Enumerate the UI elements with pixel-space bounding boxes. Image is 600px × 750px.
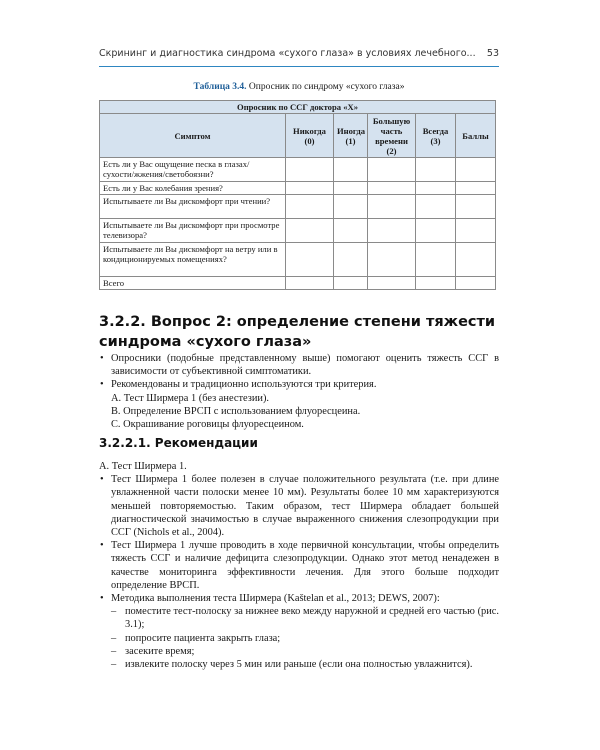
table-row-total [100,277,496,290]
running-title: Скрининг и диагностика синдрома «сухого глаза» в условиях лечебного... [99,48,476,59]
list-item: • Опросники (подобные представленному выше) помогают оценить тяжесть ССГ в зависимости от субъективной симптоматики. [100,353,499,378]
dash-item: – извлеките полоску через 5 мин или раньше (если она полностью увлажнится). [111,659,473,671]
criterion-b: B. Определение ВРСП с использованием флуоресцеина. [111,405,361,417]
criterion-a: A. Тест Ширмера 1 (без анестезии). [111,392,270,404]
row-symptom: Испытываете ли Вы дискомфорт на ветру или в кондиционируемых помещениях? [100,243,286,277]
list-item: • Рекомендованы и традиционно используются три критерия. [100,379,377,391]
table-caption-text: Опросник по синдрому «сухого глаза» [248,82,405,92]
table-row [100,182,496,195]
answer-cell [286,182,334,195]
table-row [100,158,496,182]
points-cell [456,158,496,182]
answer-cell [368,158,416,182]
col-points: Баллы [456,114,496,158]
row-symptom: Испытываете ли Вы дискомфорт при чтении? [100,195,286,219]
points-cell [456,277,496,290]
answer-cell [286,219,334,243]
answer-cell [286,277,334,290]
answer-cell [368,277,416,290]
row-symptom: Испытываете ли Вы дискомфорт при просмотре телевизора? [100,219,286,243]
dash-item: – засеките время; [111,645,195,657]
answer-cell [334,277,368,290]
answer-cell [368,182,416,195]
table-row [100,195,496,219]
answer-cell [368,195,416,219]
list-item: • Тест Ширмера 1 лучше проводить в ходе первичной консультации, чтобы определить тяжесть ССГ и наличие дефицита слезопродукции. Однако этот метод ненадежен в качестве мониторинга эффективности лечения. Для этого больше подходит определение ВРСП. [100,540,499,591]
answer-cell [416,243,456,277]
row-symptom: Есть ли у Вас колебания зрения? [100,182,286,195]
section-body [99,352,499,431]
answer-cell [416,182,456,195]
row-symptom: Есть ли у Вас ощущение песка в глазах/ сухости/жжения/светобоязни? [100,158,286,182]
answer-cell [334,219,368,243]
answer-cell [334,158,368,182]
table-caption-label: Таблица 3.4. [193,82,247,92]
answer-cell [286,158,334,182]
answer-cell [286,243,334,277]
table-row [100,243,496,277]
answer-cell [416,158,456,182]
answer-cell [334,182,368,195]
header-rule [99,66,499,67]
col-never: Никогда (0) [286,114,334,158]
list-item: • Тест Ширмера 1 более полезен в случае положительного результата (т.е. при длине увлажненной части полоски менее 10 мм). Результаты более 10 мм характеризуются меньшей повторяемостью. Таким образом, тест Ширмера обладает большей диагностической значимостью в случае выраженного снижения слезопродукции при ССГ (Nichols et al., 2004). [100,474,499,539]
table-banner: Опросник по ССГ доктора «X» [100,101,496,114]
answer-cell [416,277,456,290]
questionnaire-table [99,100,496,290]
table-caption [99,82,499,92]
col-mostly: Большую часть времени (2) [368,114,416,158]
list-item: • Методика выполнения теста Ширмера (Kaštelan et al., 2013; DEWS, 2007): [100,593,440,605]
criterion-c: C. Окрашивание роговицы флуоресцеином. [111,419,304,431]
answer-cell [286,195,334,219]
page-number: 53 [486,48,499,59]
section-title: 3.2.2. Вопрос 2: определение степени тяжести синдрома «сухого глаза» [99,314,496,350]
running-head [99,48,499,59]
points-cell [456,195,496,219]
answer-cell [334,243,368,277]
answer-cell [416,195,456,219]
dash-item: – попросите пациента закрыть глаза; [111,632,281,644]
answer-cell [368,219,416,243]
answer-cell [416,219,456,243]
col-always: Всегда (3) [416,114,456,158]
subsection-body [99,460,499,671]
points-cell [456,243,496,277]
col-symptom: Симптом [100,114,286,158]
table-row [100,219,496,243]
col-sometimes: Иногда (1) [334,114,368,158]
dash-item: – поместите тест-полоску за нижнее веко между наружной и средней его частью (рис. 3.1); [111,606,499,631]
points-cell [456,182,496,195]
answer-cell [334,195,368,219]
answer-cell [368,243,416,277]
subsection-title: 3.2.2.1. Рекомендации [99,436,258,450]
subsection-lead: A. Тест Ширмера 1. [99,461,187,472]
points-cell [456,219,496,243]
row-total: Всего [100,277,286,290]
